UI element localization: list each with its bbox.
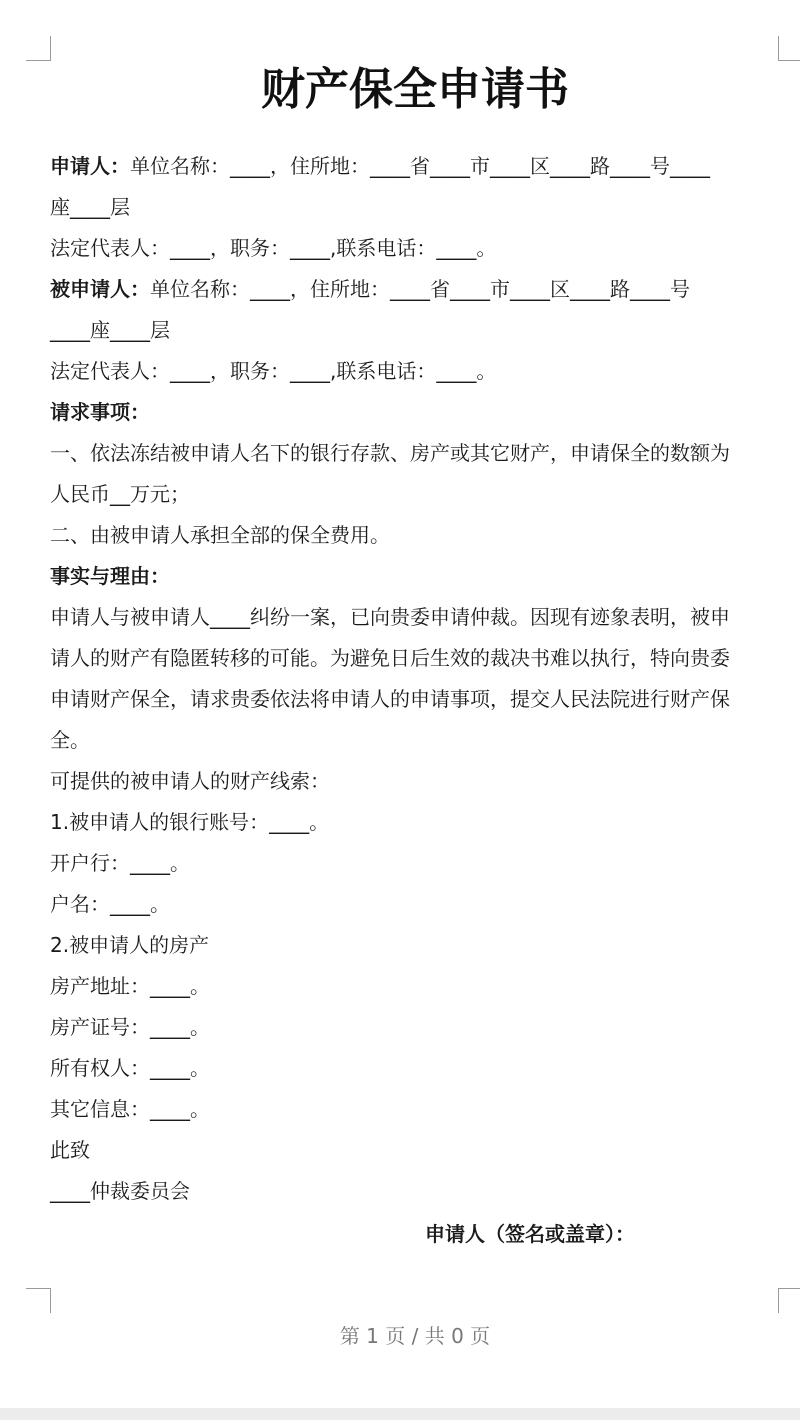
- line-text: 单位名称：____，住所地：____省____市____区____路____号____: [130, 154, 710, 178]
- page-number-footer: 第 1 页 / 共 0 页: [339, 1324, 491, 1348]
- document-line: [50, 187, 775, 228]
- document-line: [50, 884, 775, 925]
- line-text: 此致: [50, 1138, 90, 1162]
- page-corner-bottom-right: [778, 1288, 800, 1313]
- document-line: [50, 392, 775, 433]
- page-corner-bottom-left: [26, 1288, 51, 1313]
- document-line: [50, 761, 775, 802]
- line-text: 请人的财产有隐匿转移的可能。为避免日后生效的裁决书难以执行，特向贵委: [50, 646, 730, 670]
- document-line: [50, 1130, 775, 1171]
- document-line: [50, 146, 775, 187]
- section-label: 事实与理由：: [50, 564, 170, 588]
- line-text: 法定代表人：____，职务：____,联系电话：____。: [50, 236, 497, 260]
- document-line: [50, 269, 775, 310]
- document-line: [50, 1007, 775, 1048]
- line-text: 2.被申请人的房产: [50, 933, 210, 957]
- line-text: 座____层: [50, 195, 130, 219]
- document-line: [50, 679, 775, 720]
- document-title: 财产保全申请书: [261, 64, 569, 115]
- document-body: [50, 146, 775, 1212]
- document-line: [50, 843, 775, 884]
- line-text: 申请财产保全，请求贵委依法将申请人的申请事项，提交人民法院进行财产保: [50, 687, 730, 711]
- line-text: 房产地址：____。: [50, 974, 210, 998]
- line-text: 二、由被申请人承担全部的保全费用。: [50, 523, 390, 547]
- line-text: 开户行：____。: [50, 851, 190, 875]
- document-line: [50, 310, 775, 351]
- line-text: 户名：____。: [50, 892, 170, 916]
- line-text: ____座____层: [50, 318, 170, 342]
- document-line: [50, 597, 775, 638]
- document-line: [50, 515, 775, 556]
- document-line: [50, 638, 775, 679]
- line-text: 单位名称：____，住所地：____省____市____区____路____号: [150, 277, 690, 301]
- bottom-bar: [0, 1408, 800, 1420]
- document-line: [50, 925, 775, 966]
- line-text: ____仲裁委员会: [50, 1179, 190, 1203]
- document-line: [50, 474, 775, 515]
- document-line: [50, 433, 775, 474]
- document-line: [50, 556, 775, 597]
- section-label: 申请人：: [50, 154, 130, 178]
- document-line: [50, 351, 775, 392]
- document-line: [50, 802, 775, 843]
- line-text: 全。: [50, 728, 90, 752]
- line-text: 人民币__万元；: [50, 482, 190, 506]
- signature-line: 申请人（签名或盖章）：: [425, 1222, 635, 1246]
- document-line: [50, 1171, 775, 1212]
- document-line: [50, 966, 775, 1007]
- line-text: 可提供的被申请人的财产线索：: [50, 769, 330, 793]
- document-line: [50, 720, 775, 761]
- line-text: 所有权人：____。: [50, 1056, 210, 1080]
- line-text: 房产证号：____。: [50, 1015, 210, 1039]
- document-line: [50, 228, 775, 269]
- section-label: 被申请人：: [50, 277, 150, 301]
- document-line: [50, 1048, 775, 1089]
- section-label: 请求事项：: [50, 400, 150, 424]
- line-text: 1.被申请人的银行账号：____。: [50, 810, 330, 834]
- line-text: 一、依法冻结被申请人名下的银行存款、房产或其它财产，申请保全的数额为: [50, 441, 730, 465]
- line-text: 申请人与被申请人____纠纷一案，已向贵委申请仲裁。因现有迹象表明，被申: [50, 605, 730, 629]
- document-line: [50, 1089, 775, 1130]
- line-text: 法定代表人：____，职务：____,联系电话：____。: [50, 359, 497, 383]
- line-text: 其它信息：____。: [50, 1097, 210, 1121]
